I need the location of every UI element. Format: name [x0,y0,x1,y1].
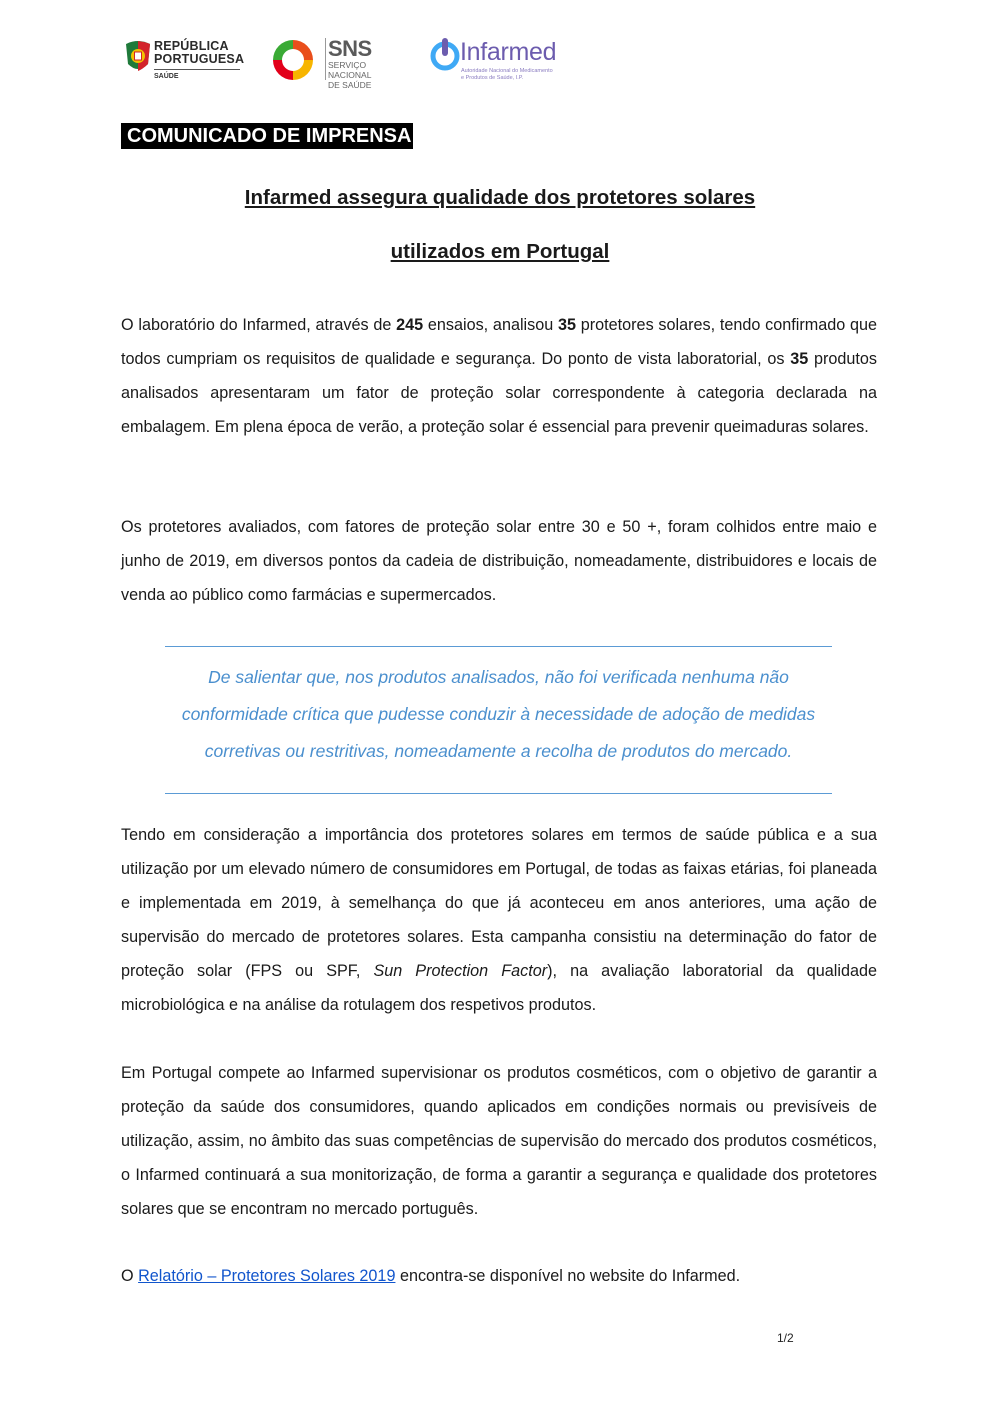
p3-text-c: ), na avaliação laboratorial da qualidade microbiológica e na análise da rotulagem dos respetivos produtos. [121,962,877,1014]
paragraph-2: Os protetores avaliados, com fatores de proteção solar entre 30 e 50 +, foram colhidos entre maio e junho de 2019, em diversos pontos da cadeia de distribuição, nomeadamente, distribuidores e locais de venda ao público como farmácias e supermercados. [121,518,877,604]
paragraph-5 [121,1259,877,1293]
headline-line2: utilizados em Portugal [390,240,610,263]
infarmed-name: Infarmed [460,38,557,66]
republica-portuguesa-logo [120,32,245,92]
infarmed-symbol-icon [430,36,460,72]
paragraph-3 [121,818,877,1022]
p1-text-e: protetores solares, tendo confirmado que todos cumpriam os requisitos de qualidade e segurança. Do ponto de vista laboratorial, os [121,316,877,368]
sns-ring-icon [270,37,316,83]
header-logos [120,32,580,92]
sns-line2: DE SAÚDE [328,80,372,90]
infarmed-line1: Autoridade Nacional do Medicamento [461,68,553,74]
infarmed-logo [430,32,580,92]
pull-quote: De salientar que, nos produtos analisados, não foi verificada nenhuma não conformidade crítica que pudesse conduzir à necessidade de adoção de medidas corretivas ou restritivas, nomeadamente a recolha de produtos do mercado. [181,667,816,761]
p3-text-a: Tendo em consideração a importância dos protetores solares em termos de saúde pública e a sua utilização por um elevado número de consumidores em Portugal, de todas as faixas etárias, foi planeada e implementada em 2019, à semelhança do que já aconteceu em anos anteriores, uma ação de supervisão do mercado de protetores solares. Esta campanha consistiu na determinação do fator de proteção solar (FPS ou SPF, [121,826,877,980]
sns-line1: SERVIÇO NACIONAL [328,60,372,80]
p1-text-c: ensaios, analisou [423,316,558,334]
sns-acronym: SNS [328,36,372,61]
sns-logo [270,32,405,92]
page-number: 1/2 [777,1331,794,1345]
headline-line1: Infarmed assegura qualidade dos protetores solares [244,186,756,209]
quote-top-rule [165,646,832,647]
logo-rp-line1: REPÚBLICA [154,39,229,53]
p1-tests-count: 245 [396,316,424,334]
infarmed-line2: e Produtos de Saúde, I.P. [461,75,524,81]
p1-text-a: O laboratório do Infarmed, através de [121,316,397,334]
p5-text-a: O [121,1267,139,1285]
quote-bottom-rule [165,793,832,794]
sns-divider [325,38,326,80]
logo-rp-line2: PORTUGUESA [154,52,245,66]
coat-of-arms-icon [122,40,154,80]
press-release-badge: COMUNICADO DE IMPRENSA [121,123,413,149]
logo-rp-divider [154,69,240,70]
p1-text-g: produtos analisados apresentaram um fator de proteção solar correspondente à categoria declarada na embalagem. Em plena época de verão, a proteção solar é essencial para prevenir queimaduras solares. [121,350,877,436]
p5-text-b: encontra-se disponível no website do Infarmed. [395,1267,741,1285]
report-link[interactable]: Relatório – Protetores Solares 2019 [138,1267,396,1285]
paragraph-1 [121,308,877,444]
p3-spf-term: Sun Protection Factor [373,962,548,980]
p1-products-count-2: 35 [790,350,809,368]
p1-products-count: 35 [558,316,577,334]
paragraph-4: Em Portugal compete ao Infarmed supervisionar os produtos cosméticos, com o objetivo de garantir a proteção da saúde dos consumidores, quando aplicados em condições normais ou previsíveis de utilização, assim, no âmbito das suas competências de supervisão do mercado dos produtos cosméticos, o Infarmed continuará a sua monitorização, de forma a garantir a segurança e qualidade dos protetores solares que se encontram no mercado português. [121,1064,877,1218]
logo-rp-sub: SAÚDE [154,73,179,80]
